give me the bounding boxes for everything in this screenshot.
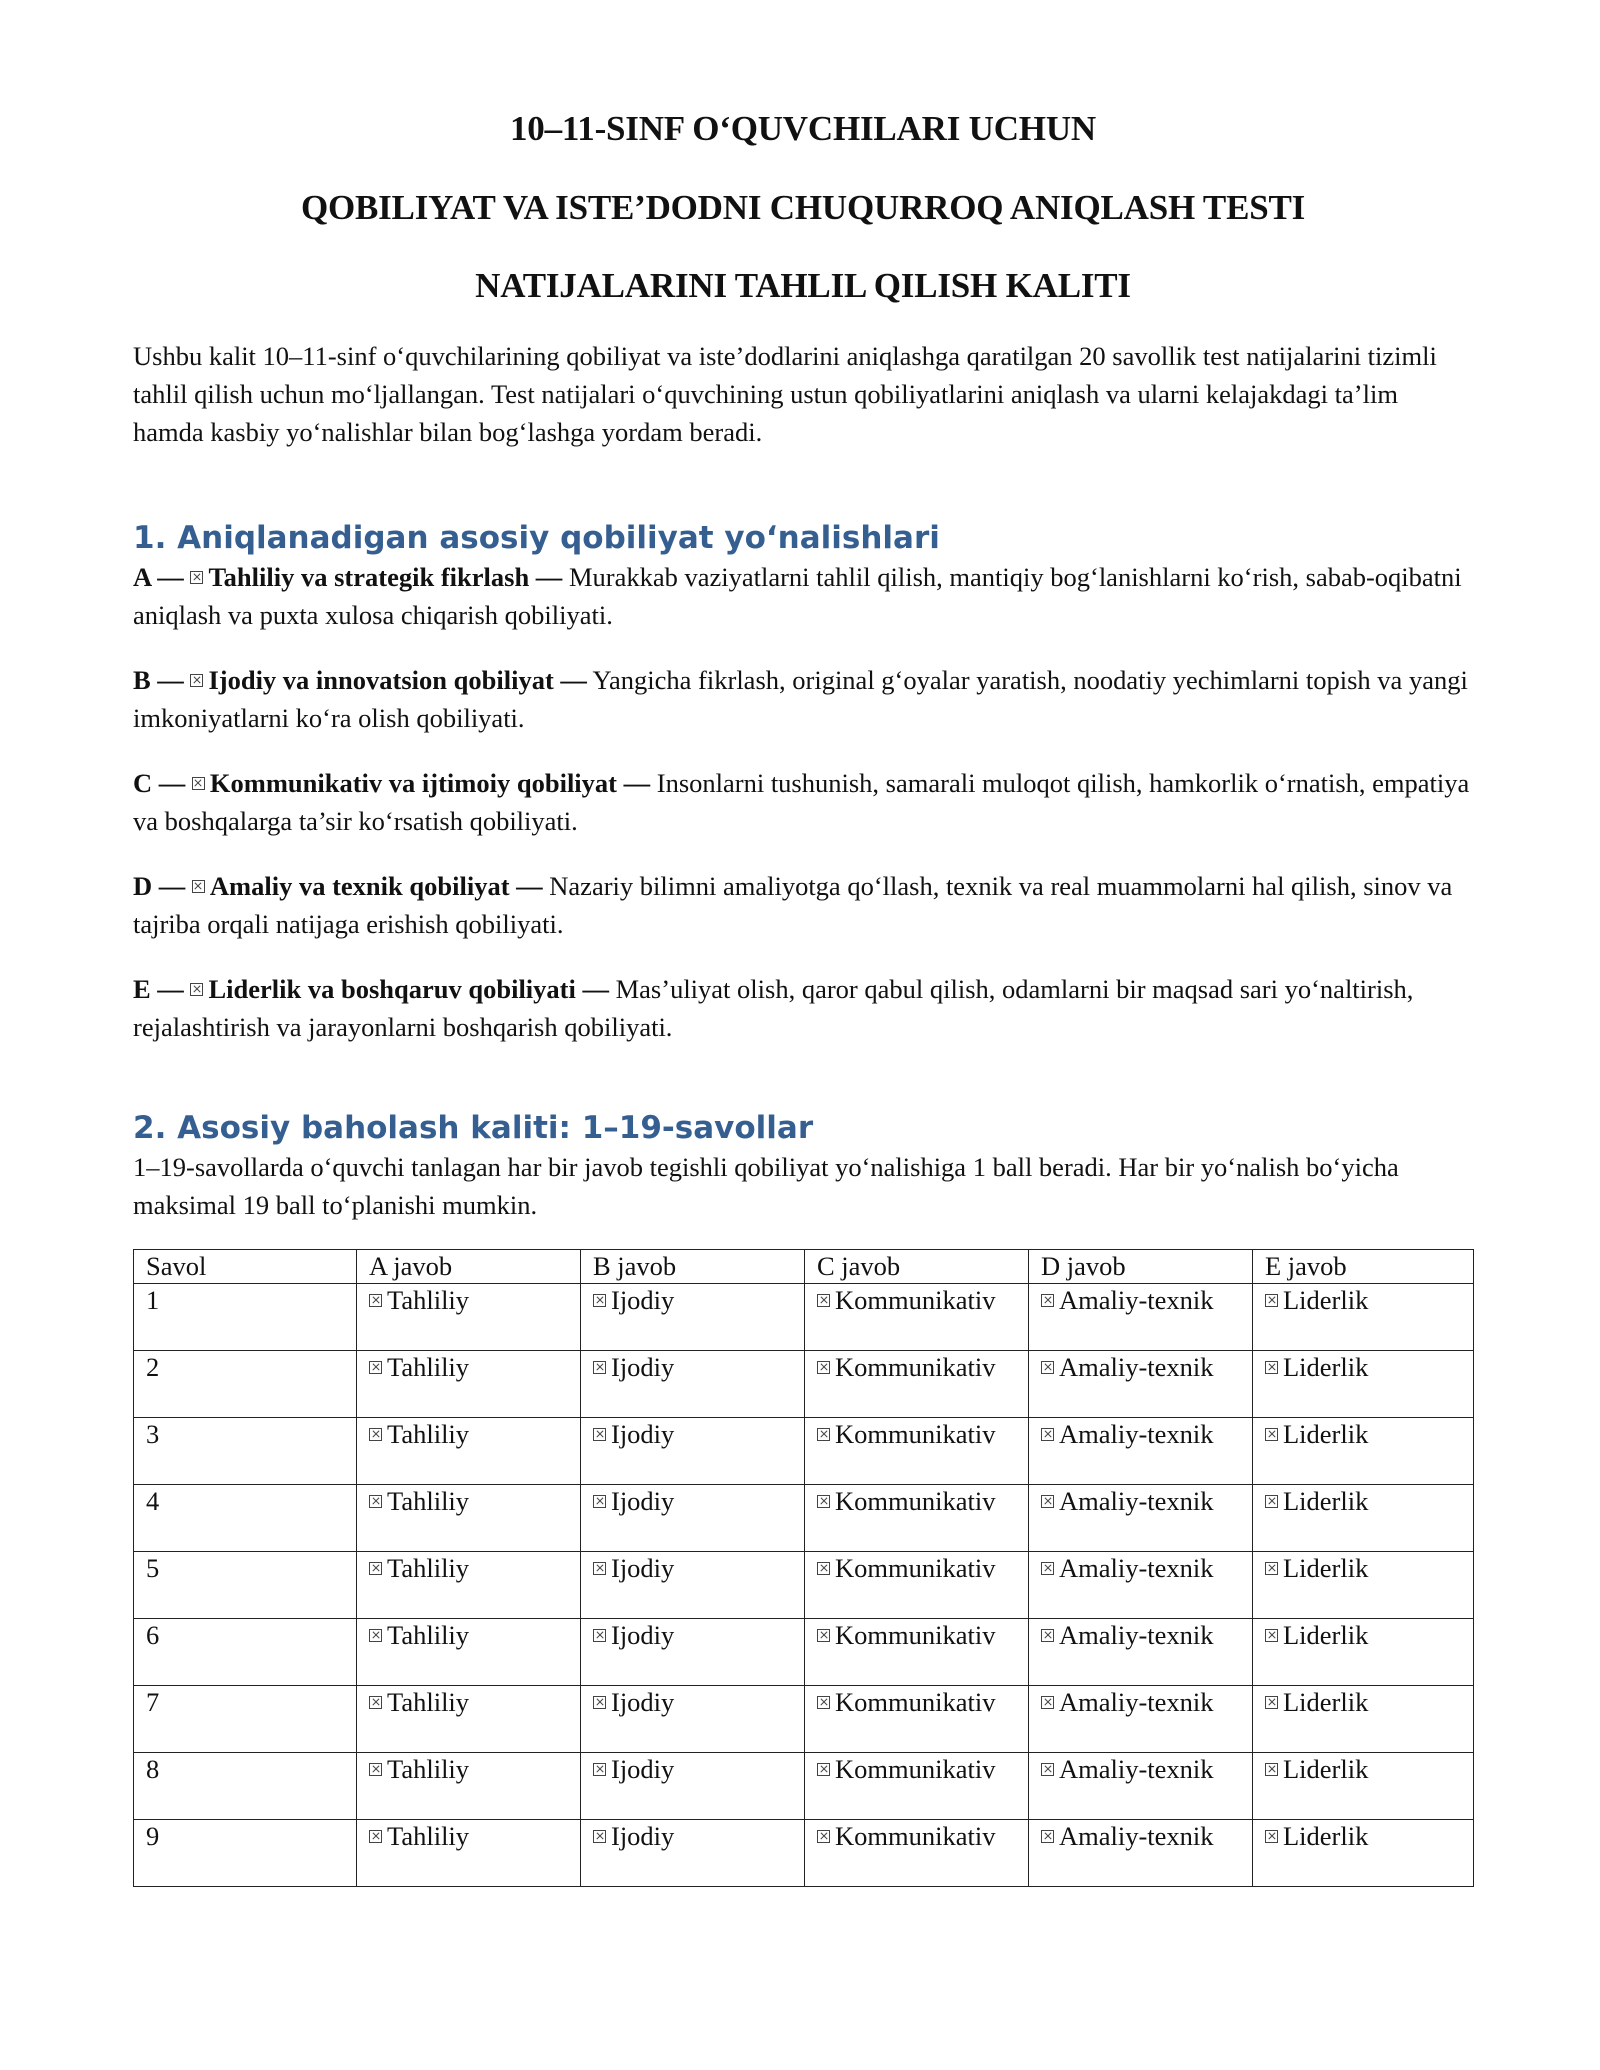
answer-cell	[1029, 1685, 1253, 1752]
box-x-icon	[369, 1562, 382, 1575]
ability-letter: D —	[133, 870, 186, 901]
question-number-cell	[134, 1551, 357, 1618]
cell-text: 4	[146, 1485, 160, 1516]
question-number-cell	[134, 1283, 357, 1350]
box-x-icon	[1265, 1294, 1278, 1307]
section-2-paragraph: 1–19-savollarda o‘quvchi tanlagan har bir javob tegishli qobiliyat yo‘nalishiga 1 ball beradi. Har bir yo‘nalish bo‘yicha maksimal 19 ball to‘planishi mumkin.	[133, 1151, 1399, 1220]
answer-cell	[1253, 1350, 1474, 1417]
cell-text: Amaliy-texnik	[1059, 1686, 1214, 1717]
answer-cell	[1029, 1752, 1253, 1819]
table-header-cell: Savol	[134, 1249, 357, 1283]
cell-text: Kommunikativ	[835, 1485, 996, 1516]
intro-paragraph: Ushbu kalit 10–11-sinf o‘quvchilarining qobiliyat va iste’dodlarini aniqlashga qaratilgan 20 savollik test natijalarini tizimli tahlil qilish uchun mo‘ljallangan. Test natijalari o‘quvchining ustun qobiliyatlarini aniqlash va ularni kelajakdagi ta’lim hamda kasbiy yo‘nalishlar bilan bog‘lashga yordam beradi.	[133, 340, 1437, 447]
box-x-icon	[1041, 1495, 1054, 1508]
answer-cell	[805, 1484, 1029, 1551]
box-x-icon	[369, 1361, 382, 1374]
cell-text: Kommunikativ	[835, 1686, 996, 1717]
scoring-key-table	[133, 1249, 1474, 1887]
cell-text: Tahliliy	[387, 1753, 470, 1784]
cell-text: Tahliliy	[387, 1485, 470, 1516]
document-title-line-3: NATIJALARINI TAHLIL QILISH KALITI	[475, 266, 1131, 305]
cell-text: Kommunikativ	[835, 1351, 996, 1382]
question-number-cell	[134, 1819, 357, 1886]
box-x-icon	[817, 1562, 830, 1575]
ability-description: Yangicha fikrlash, original g‘oyalar yaratish, noodatiy yechimlarni topish va yangi imkoniyatlarni ko‘ra olish qobiliyati.	[133, 664, 1468, 733]
box-x-icon	[1265, 1562, 1278, 1575]
box-x-icon	[1041, 1361, 1054, 1374]
table-header-cell: A javob	[357, 1249, 581, 1283]
answer-cell	[357, 1551, 581, 1618]
box-x-icon	[1041, 1629, 1054, 1642]
document-title-line-1: 10–11-SINF O‘QUVCHILARI UCHUN	[510, 109, 1096, 148]
ability-letter: E —	[133, 973, 184, 1004]
answer-cell	[805, 1685, 1029, 1752]
table-row	[134, 1618, 1474, 1685]
box-x-icon	[1265, 1696, 1278, 1709]
cell-text: Liderlik	[1283, 1284, 1369, 1315]
cell-text: Liderlik	[1283, 1552, 1369, 1583]
answer-cell	[581, 1752, 805, 1819]
cell-text: 6	[146, 1619, 160, 1650]
answer-cell	[581, 1417, 805, 1484]
cell-text: Ijodiy	[611, 1820, 675, 1851]
box-x-icon	[369, 1495, 382, 1508]
cell-text: 3	[146, 1418, 160, 1449]
answer-cell	[1029, 1551, 1253, 1618]
box-x-icon	[1265, 1763, 1278, 1776]
ability-name: Liderlik va boshqaruv qobiliyati —	[208, 973, 609, 1004]
box-x-icon	[817, 1428, 830, 1441]
answer-cell	[357, 1685, 581, 1752]
table-header-cell: C javob	[805, 1249, 1029, 1283]
box-x-icon	[1265, 1495, 1278, 1508]
box-x-icon	[593, 1495, 606, 1508]
answer-cell	[357, 1417, 581, 1484]
cell-text: 1	[146, 1284, 160, 1315]
answer-cell	[1029, 1417, 1253, 1484]
cell-text: Kommunikativ	[835, 1619, 996, 1650]
table-header-cell: D javob	[1029, 1249, 1253, 1283]
cell-text: Liderlik	[1283, 1619, 1369, 1650]
section-2-heading: 2. Asosiy baholash kaliti: 1–19-savollar	[133, 1109, 814, 1146]
ability-letter: C —	[133, 767, 186, 798]
cell-text: Kommunikativ	[835, 1284, 996, 1315]
cell-text: Liderlik	[1283, 1820, 1369, 1851]
box-x-icon	[817, 1361, 830, 1374]
question-number-cell	[134, 1417, 357, 1484]
box-x-icon	[369, 1830, 382, 1843]
cell-text: Kommunikativ	[835, 1552, 996, 1583]
cell-text: Tahliliy	[387, 1619, 470, 1650]
answer-cell	[1253, 1484, 1474, 1551]
ability-item	[133, 558, 1473, 634]
ability-item	[133, 764, 1473, 840]
answer-cell	[581, 1618, 805, 1685]
box-x-icon	[1041, 1294, 1054, 1307]
box-x-icon	[1265, 1428, 1278, 1441]
table-row	[134, 1551, 1474, 1618]
question-number-cell	[134, 1752, 357, 1819]
box-x-icon	[1041, 1763, 1054, 1776]
table-row	[134, 1350, 1474, 1417]
answer-cell	[1253, 1551, 1474, 1618]
box-x-icon	[1265, 1629, 1278, 1642]
document-page	[133, 110, 1473, 1887]
cell-text: Amaliy-texnik	[1059, 1485, 1214, 1516]
answer-cell	[581, 1484, 805, 1551]
answer-cell	[581, 1819, 805, 1886]
answer-cell	[581, 1350, 805, 1417]
cell-text: Amaliy-texnik	[1059, 1284, 1214, 1315]
box-x-icon	[369, 1763, 382, 1776]
cell-text: Tahliliy	[387, 1418, 470, 1449]
box-x-icon	[1041, 1428, 1054, 1441]
cell-text: Liderlik	[1283, 1351, 1369, 1382]
answer-cell	[1253, 1618, 1474, 1685]
ability-letter: B —	[133, 664, 184, 695]
box-x-icon	[593, 1830, 606, 1843]
box-x-icon	[1041, 1562, 1054, 1575]
question-number-cell	[134, 1685, 357, 1752]
box-x-icon	[1041, 1696, 1054, 1709]
answer-cell	[1029, 1283, 1253, 1350]
answer-cell	[357, 1618, 581, 1685]
answer-cell	[1253, 1752, 1474, 1819]
cell-text: Amaliy-texnik	[1059, 1351, 1214, 1382]
cell-text: 9	[146, 1820, 160, 1851]
box-x-icon	[1265, 1361, 1278, 1374]
answer-cell	[805, 1417, 1029, 1484]
box-x-icon	[369, 1428, 382, 1441]
cell-text: Tahliliy	[387, 1351, 470, 1382]
answer-cell	[1029, 1819, 1253, 1886]
table-header-cell: E javob	[1253, 1249, 1474, 1283]
ability-list	[133, 558, 1473, 1046]
answer-cell	[805, 1752, 1029, 1819]
cell-text: Ijodiy	[611, 1485, 675, 1516]
cell-text: 7	[146, 1686, 160, 1717]
cell-text: Kommunikativ	[835, 1753, 996, 1784]
ability-item	[133, 661, 1473, 737]
cell-text: Kommunikativ	[835, 1418, 996, 1449]
table-row	[134, 1283, 1474, 1350]
box-x-icon	[817, 1830, 830, 1843]
answer-cell	[581, 1283, 805, 1350]
answer-cell	[357, 1484, 581, 1551]
box-x-icon	[817, 1629, 830, 1642]
table-row	[134, 1685, 1474, 1752]
box-x-icon	[369, 1696, 382, 1709]
answer-cell	[581, 1551, 805, 1618]
answer-cell	[1253, 1417, 1474, 1484]
answer-cell	[805, 1350, 1029, 1417]
cell-text: Amaliy-texnik	[1059, 1418, 1214, 1449]
answer-cell	[805, 1283, 1029, 1350]
ability-description: Insonlarni tushunish, samarali muloqot qilish, hamkorlik o‘rnatish, empatiya va boshqalarga ta’sir ko‘rsatish qobiliyati.	[133, 767, 1470, 836]
question-number-cell	[134, 1350, 357, 1417]
box-x-icon	[593, 1629, 606, 1642]
table-row	[134, 1752, 1474, 1819]
cell-text: Ijodiy	[611, 1619, 675, 1650]
answer-cell	[1029, 1484, 1253, 1551]
box-x-icon	[817, 1495, 830, 1508]
box-x-icon	[817, 1696, 830, 1709]
box-x-icon	[192, 880, 205, 893]
ability-name: Ijodiy va innovatsion qobiliyat —	[208, 664, 587, 695]
cell-text: Amaliy-texnik	[1059, 1619, 1214, 1650]
ability-description: Mas’uliyat olish, qaror qabul qilish, odamlarni bir maqsad sari yo‘naltirish, rejalashtirish va jarayonlarni boshqarish qobiliyati.	[133, 973, 1414, 1042]
ability-name: Amaliy va texnik qobiliyat —	[209, 870, 543, 901]
box-x-icon	[190, 571, 203, 584]
ability-item	[133, 970, 1473, 1046]
answer-cell	[1253, 1685, 1474, 1752]
ability-letter: A —	[133, 561, 184, 592]
box-x-icon	[192, 777, 205, 790]
cell-text: Tahliliy	[387, 1820, 470, 1851]
document-title-line-2: QOBILIYAT VA ISTE’DODNI CHUQURROQ ANIQLASH TESTI	[300, 187, 1306, 227]
cell-text: Ijodiy	[611, 1753, 675, 1784]
cell-text: Liderlik	[1283, 1418, 1369, 1449]
box-x-icon	[593, 1294, 606, 1307]
cell-text: Tahliliy	[387, 1686, 470, 1717]
cell-text: Ijodiy	[611, 1284, 675, 1315]
cell-text: 8	[146, 1753, 160, 1784]
box-x-icon	[1041, 1830, 1054, 1843]
ability-item	[133, 867, 1473, 943]
cell-text: Liderlik	[1283, 1485, 1369, 1516]
cell-text: Ijodiy	[611, 1552, 675, 1583]
cell-text: Ijodiy	[611, 1351, 675, 1382]
box-x-icon	[593, 1696, 606, 1709]
question-number-cell	[134, 1618, 357, 1685]
answer-cell	[805, 1551, 1029, 1618]
box-x-icon	[190, 674, 203, 687]
section-1-heading: 1. Aniqlanadigan asosiy qobiliyat yo‘nalishlari	[133, 519, 940, 556]
box-x-icon	[190, 983, 203, 996]
cell-text: Liderlik	[1283, 1753, 1369, 1784]
ability-name: Tahliliy va strategik fikrlash —	[208, 561, 563, 592]
answer-cell	[1253, 1283, 1474, 1350]
box-x-icon	[369, 1629, 382, 1642]
cell-text: Tahliliy	[387, 1552, 470, 1583]
box-x-icon	[1265, 1830, 1278, 1843]
cell-text: Liderlik	[1283, 1686, 1369, 1717]
answer-cell	[805, 1819, 1029, 1886]
ability-name: Kommunikativ va ijtimoiy qobiliyat —	[209, 767, 651, 798]
box-x-icon	[593, 1361, 606, 1374]
question-number-cell	[134, 1484, 357, 1551]
answer-cell	[581, 1685, 805, 1752]
answer-cell	[1253, 1819, 1474, 1886]
cell-text: Tahliliy	[387, 1284, 470, 1315]
answer-cell	[1029, 1350, 1253, 1417]
table-row	[134, 1484, 1474, 1551]
table-header-row	[134, 1249, 1474, 1283]
answer-cell	[1029, 1618, 1253, 1685]
table-header-cell: B javob	[581, 1249, 805, 1283]
box-x-icon	[817, 1763, 830, 1776]
box-x-icon	[369, 1294, 382, 1307]
box-x-icon	[593, 1763, 606, 1776]
answer-cell	[357, 1283, 581, 1350]
answer-cell	[805, 1618, 1029, 1685]
cell-text: Ijodiy	[611, 1686, 675, 1717]
cell-text: Kommunikativ	[835, 1820, 996, 1851]
cell-text: Amaliy-texnik	[1059, 1552, 1214, 1583]
box-x-icon	[817, 1294, 830, 1307]
ability-description: Nazariy bilimni amaliyotga qo‘llash, texnik va real muammolarni hal qilish, sinov va tajriba orqali natijaga erishish qobiliyati.	[133, 870, 1453, 939]
cell-text: Amaliy-texnik	[1059, 1820, 1214, 1851]
answer-cell	[357, 1350, 581, 1417]
box-x-icon	[593, 1562, 606, 1575]
cell-text: Ijodiy	[611, 1418, 675, 1449]
answer-cell	[357, 1752, 581, 1819]
table-row	[134, 1417, 1474, 1484]
cell-text: 2	[146, 1351, 160, 1382]
table-row	[134, 1819, 1474, 1886]
ability-description: Murakkab vaziyatlarni tahlil qilish, mantiqiy bog‘lanishlarni ko‘rish, sabab-oqibatni aniqlash va puxta xulosa chiqarish qobiliyati.	[133, 561, 1462, 630]
cell-text: 5	[146, 1552, 160, 1583]
answer-cell	[357, 1819, 581, 1886]
box-x-icon	[593, 1428, 606, 1441]
cell-text: Amaliy-texnik	[1059, 1753, 1214, 1784]
